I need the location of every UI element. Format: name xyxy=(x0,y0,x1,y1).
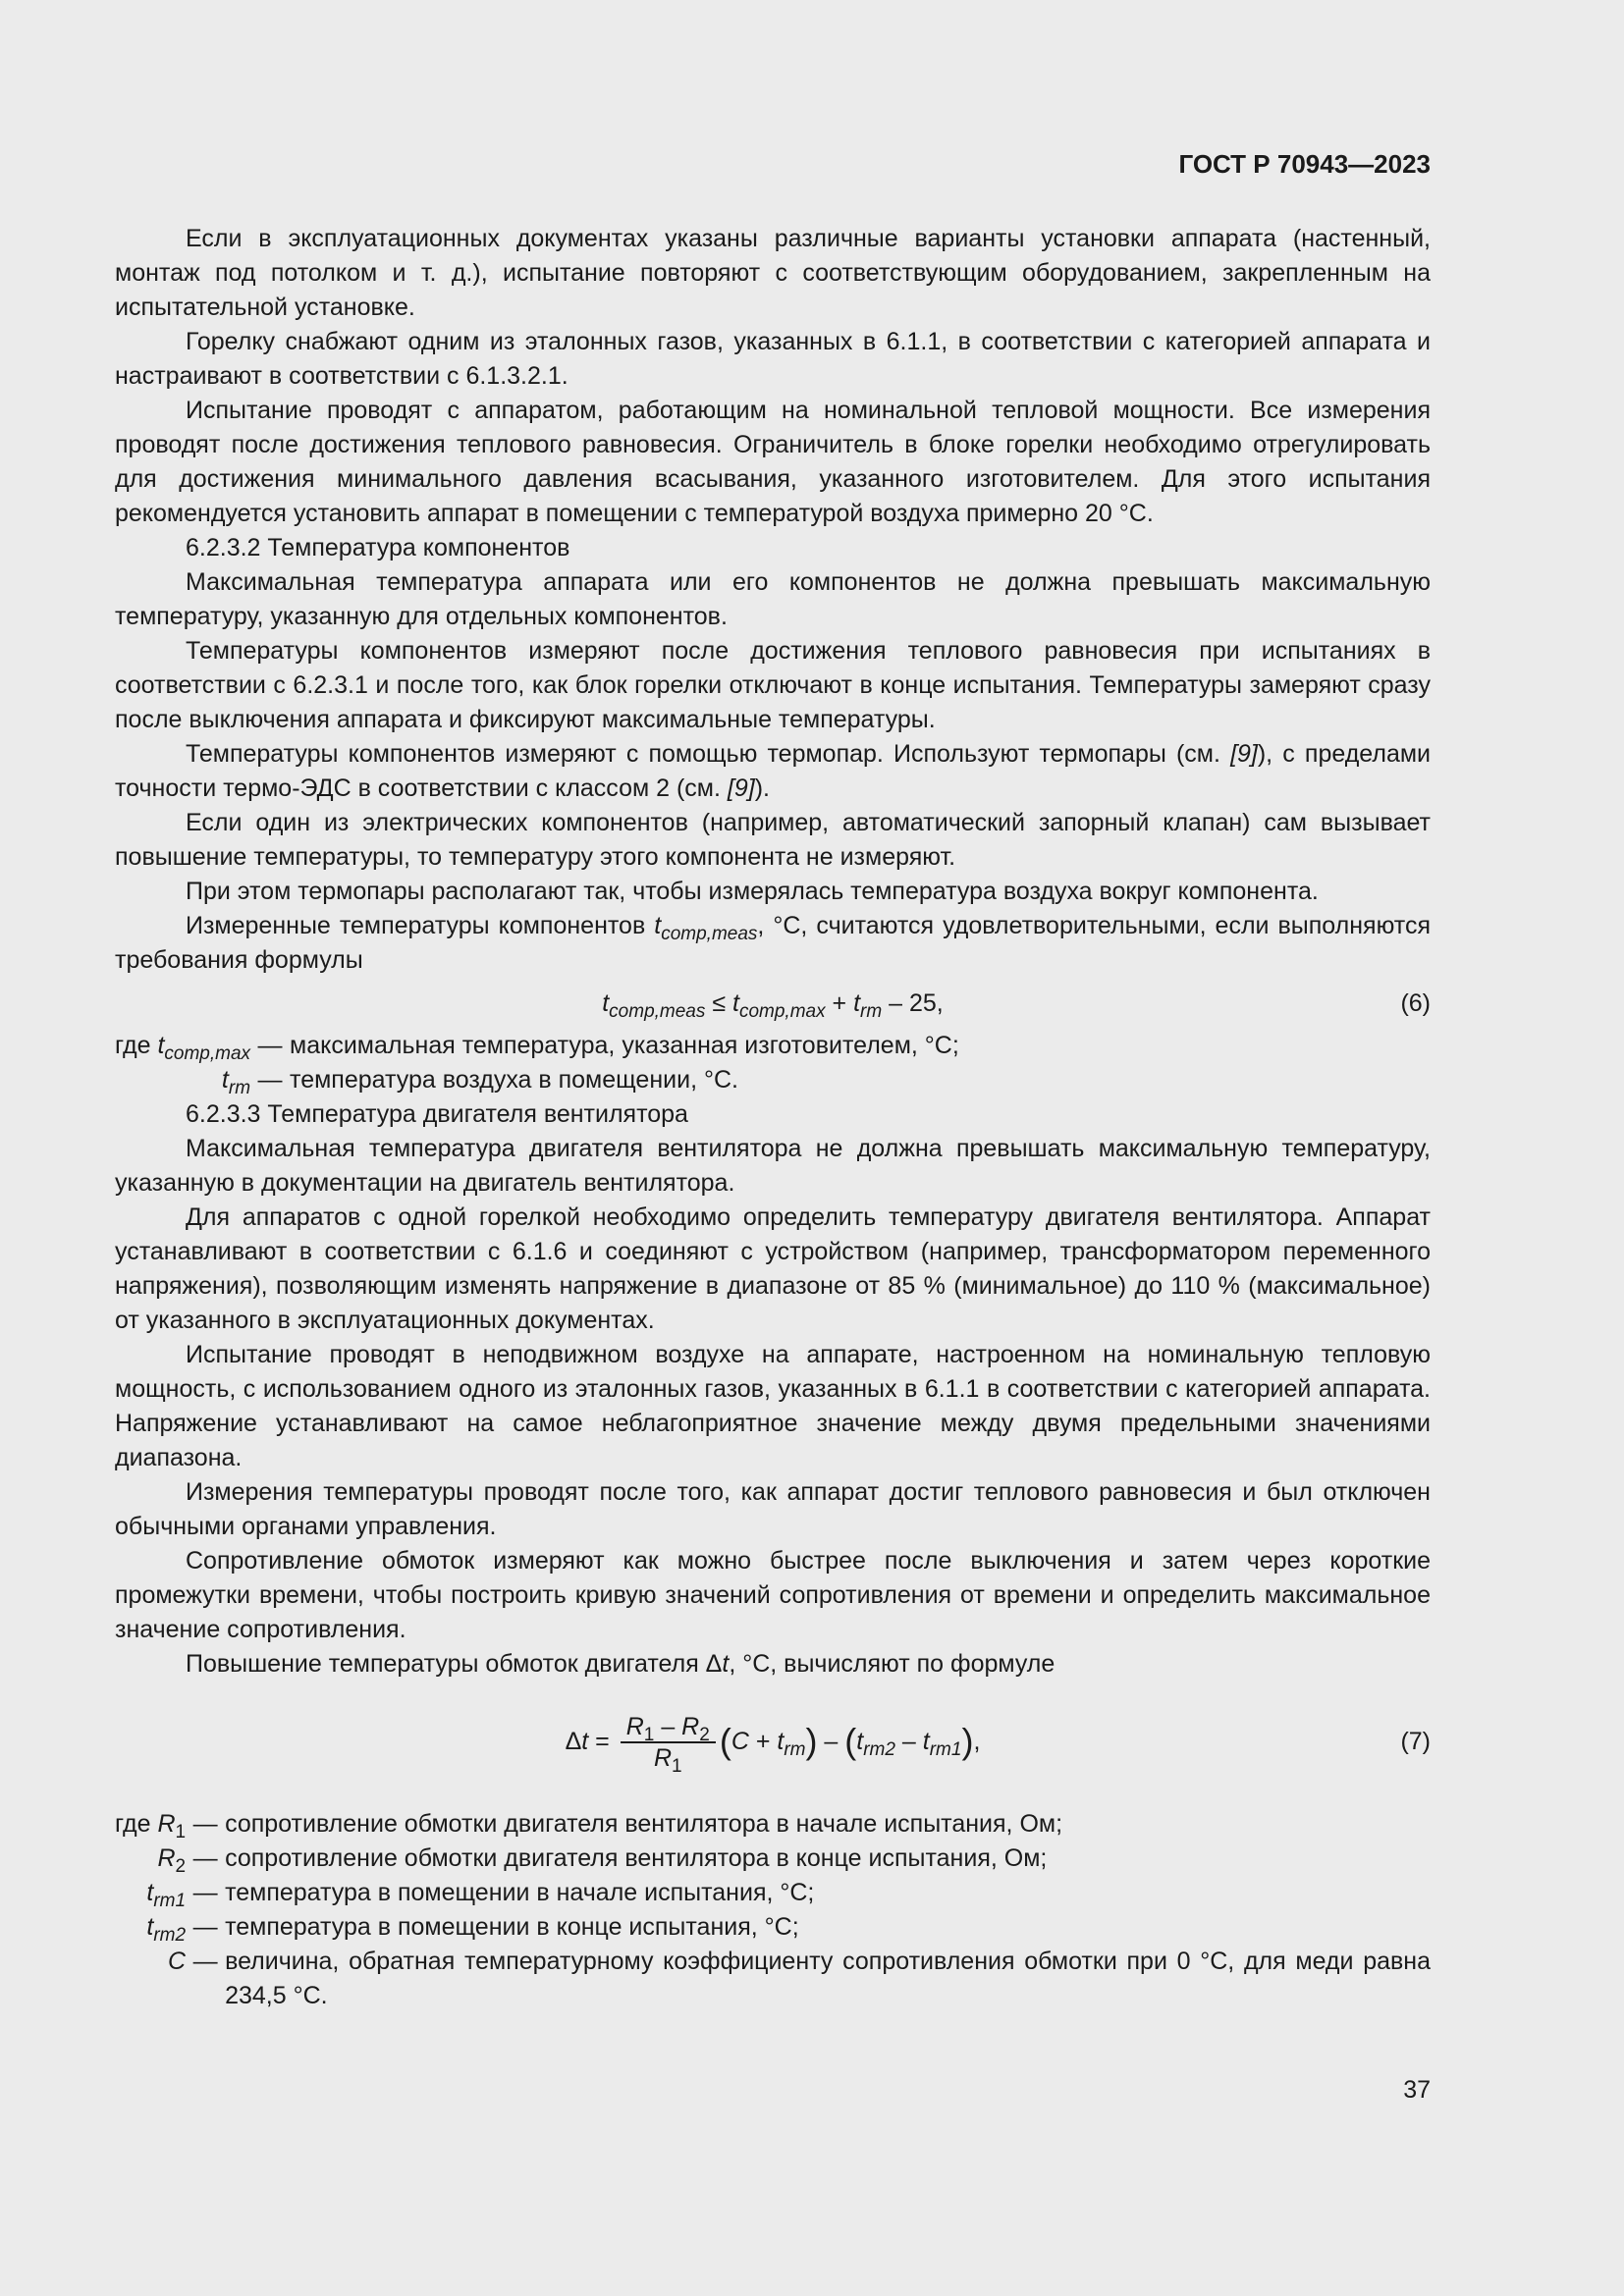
symbol: t xyxy=(654,912,662,939)
legend-description: сопротивление обмотки двигателя вентилятора в начале испытания, Ом; xyxy=(225,1810,1063,1838)
legend-row xyxy=(115,1876,1431,1910)
paren: ( xyxy=(719,1721,731,1761)
legend-dash: — xyxy=(257,1066,283,1094)
operator: – xyxy=(817,1728,845,1755)
operator: – xyxy=(894,1728,923,1755)
legend-description: температура воздуха в помещении, °С. xyxy=(290,1066,738,1094)
paragraph: Испытание проводят в неподвижном воздухе на аппарате, настроенном на номинальную тепловую мощность, с использованием одного из эталонных газов, указанных в 6.1.1 в соответствии с категорией аппарата. Напряжение устанавливают на самое неблагоприятное значение между двумя предельными значениями диапазона. xyxy=(115,1341,1431,1471)
legend-row xyxy=(115,1063,959,1097)
symbol: t xyxy=(777,1728,785,1755)
paren: ) xyxy=(805,1721,818,1761)
document-body xyxy=(115,222,1431,2013)
symbol: t xyxy=(732,989,739,1017)
formula-7 xyxy=(115,1687,1431,1795)
symbol: R xyxy=(653,1744,673,1773)
legend-row xyxy=(115,1807,1431,1842)
legend-symbol xyxy=(115,1842,186,1876)
paragraph xyxy=(115,909,1431,978)
legend-description: сопротивление обмотки двигателя вентилятора в конце испытания, Ом; xyxy=(225,1844,1048,1872)
operator: = xyxy=(588,1728,617,1755)
text-run: , °С, считаются удовлетворительными, если выполняются требования формулы xyxy=(115,912,1431,974)
legend-description: величина, обратная температурному коэффициенту сопротивления обмотки при 0 °С, для меди равна 234,5 °С. xyxy=(225,1948,1431,2009)
section-heading-6-2-3-2: 6.2.3.2 Температура компонентов xyxy=(186,534,570,561)
operator: Δ xyxy=(565,1728,582,1755)
formula-6 xyxy=(115,978,1431,1029)
subscript: rm xyxy=(228,1078,251,1098)
legend-dash: — xyxy=(257,1032,283,1059)
paren: ) xyxy=(961,1721,974,1761)
text-run: ), с пределами точности термо-ЭДС в соответствии с классом 2 (см. xyxy=(115,740,1432,802)
paragraph: Для аппаратов с одной горелкой необходимо определить температуру двигателя вентилятора. Аппарат устанавливают в соответствии с 6.1.6 и соединяют с устройством (например, трансформатором переменного напряжения), позволяющим изменять напряжение в диапазоне от 85 % (минимальное) до 110 % (максимальное) от указанного в эксплуатационных документах. xyxy=(115,1203,1431,1334)
bibliography-ref[interactable]: [9] xyxy=(727,774,755,802)
subscript: comp,meas xyxy=(661,924,758,944)
text-run: , °С, вычисляют по формуле xyxy=(729,1650,1056,1678)
legend-symbol xyxy=(115,1029,250,1063)
symbol: t xyxy=(856,1728,864,1755)
symbol: C xyxy=(168,1948,187,1975)
legend-description: температура в помещении в конце испытания, °С; xyxy=(225,1913,799,1941)
legend-dash: — xyxy=(192,1913,218,1941)
symbol: t xyxy=(922,1728,930,1755)
symbol: t xyxy=(581,1728,589,1755)
legend-row xyxy=(115,1945,1431,2013)
operator: ≤ xyxy=(705,989,732,1017)
paragraph xyxy=(115,1647,1431,1682)
subscript: 2 xyxy=(175,1856,187,1877)
denominator xyxy=(621,1743,716,1778)
where-label: где xyxy=(115,1032,158,1059)
symbol: t xyxy=(853,989,861,1017)
subscript: comp,max xyxy=(164,1043,251,1064)
formula-expression xyxy=(602,989,944,1022)
legend-row xyxy=(115,1910,1431,1945)
operator: – xyxy=(654,1713,682,1741)
legend-dash: — xyxy=(192,1810,218,1838)
paragraph: Измерения температуры проводят после того, как аппарат достиг теплового равновесия и был отключен обычными органами управления. xyxy=(115,1478,1431,1540)
legend-row xyxy=(115,1029,959,1063)
symbol: t xyxy=(602,989,610,1017)
symbol: R xyxy=(157,1844,176,1872)
symbol: R xyxy=(681,1713,700,1741)
page-number: 37 xyxy=(1403,2076,1431,2104)
standard-header: ГОСТ Р 70943—2023 xyxy=(1178,149,1431,179)
symbol: R xyxy=(157,1810,176,1838)
paren: ( xyxy=(844,1721,857,1761)
legend-dash: — xyxy=(192,1948,218,1975)
operator: + xyxy=(748,1728,778,1755)
symbol: t xyxy=(146,1879,154,1906)
subscript: 2 xyxy=(699,1725,710,1746)
legend-description: температура в помещении в начале испытания, °С; xyxy=(225,1879,815,1906)
subscript: rm2 xyxy=(153,1925,187,1946)
numerator xyxy=(621,1712,716,1746)
subscript: rm xyxy=(860,1001,883,1022)
paragraph: Если в эксплуатационных документах указаны различные варианты установки аппарата (настенный, монтаж под потолком и т. д.), испытание повторяют с соответствующим оборудованием, закрепленным на испытательной установке. xyxy=(115,225,1431,321)
legend-dash: — xyxy=(192,1844,218,1872)
formula-expression xyxy=(565,1713,981,1778)
text-run: Температуры компонентов измеряют с помощью термопар. Используют термопары (см. xyxy=(186,740,1231,768)
paragraph: Если один из электрических компонентов (например, автоматический запорный клапан) сам вызывает повышение температуры, то температуру этого компонента не измеряют. xyxy=(115,809,1431,871)
formula-7-legend xyxy=(115,1807,1431,2013)
symbol: C xyxy=(731,1728,749,1755)
legend-symbol xyxy=(115,1910,186,1945)
subscript: 1 xyxy=(175,1822,187,1842)
symbol: R xyxy=(625,1713,644,1741)
operator: + xyxy=(825,989,854,1017)
paragraph: Сопротивление обмоток измеряют как можно быстрее после выключения и затем через короткие промежутки времени, чтобы построить кривую значений сопротивления от времени и определить максимальное значение сопротивления. xyxy=(115,1547,1431,1643)
legend-description: максимальная температура, указанная изготовителем, °С; xyxy=(290,1032,959,1059)
symbol: t xyxy=(722,1650,730,1678)
subscript: rm xyxy=(784,1739,806,1760)
legend-row xyxy=(115,1842,1431,1876)
subscript: rm1 xyxy=(929,1739,962,1760)
section-heading-6-2-3-3: 6.2.3.3 Температура двигателя вентилятора xyxy=(186,1100,688,1128)
symbol: t xyxy=(146,1913,154,1941)
subscript: comp,max xyxy=(738,1001,826,1022)
formula-6-legend xyxy=(115,1029,959,1097)
legend-symbol xyxy=(115,1945,186,2013)
paragraph: При этом термопары располагают так, чтобы измерялась температура воздуха вокруг компонента. xyxy=(186,878,1319,905)
paragraph: Максимальная температура аппарата или его компонентов не должна превышать максимальную температуру, указанную для отдельных компонентов. xyxy=(115,568,1431,630)
where-label: где xyxy=(115,1810,158,1838)
legend-symbol xyxy=(115,1063,250,1097)
paragraph: Горелку снабжают одним из эталонных газов, указанных в 6.1.1, в соответствии с категорией аппарата и настраивают в соответствии с 6.1.3.2.1. xyxy=(115,328,1431,390)
text-run: Повышение температуры обмоток двигателя Δ xyxy=(186,1650,723,1678)
legend-symbol xyxy=(115,1807,186,1842)
symbol: t xyxy=(221,1066,229,1094)
subscript: rm1 xyxy=(153,1891,187,1911)
paragraph: Максимальная температура двигателя вентилятора не должна превышать максимальную температуру, указанную в документации на двигатель вентилятора. xyxy=(115,1135,1431,1197)
subscript: rm2 xyxy=(863,1739,895,1760)
text-run: Измеренные температуры компонентов xyxy=(186,912,655,939)
fraction xyxy=(621,1712,716,1778)
operator: – 25, xyxy=(882,989,944,1017)
subscript: 1 xyxy=(672,1756,682,1778)
text-run: ). xyxy=(754,774,770,802)
operator: , xyxy=(973,1728,981,1755)
formula-number: (6) xyxy=(1400,989,1431,1017)
paragraph: Температуры компонентов измеряют после достижения теплового равновесия при испытаниях в соответствии с 6.2.3.1 и после того, как блок горелки отключают в конце испытания. Температуры замеряют сразу после выключения аппарата и фиксируют максимальные температуры. xyxy=(115,637,1431,733)
symbol: t xyxy=(157,1032,165,1059)
subscript: 1 xyxy=(643,1725,655,1746)
bibliography-ref[interactable]: [9] xyxy=(1230,740,1258,768)
paragraph xyxy=(115,737,1431,806)
paragraph: Испытание проводят с аппаратом, работающим на номинальной тепловой мощности. Все измерения проводят после достижения теплового равновесия. Ограничитель в блоке горелки необходимо отрегулировать для достижения минимального давления всасывания, указанного изготовителем. Для этого испытания рекомендуется установить аппарат в помещении с температурой воздуха примерно 20 °С. xyxy=(115,397,1431,527)
legend-dash: — xyxy=(192,1879,218,1906)
formula-number: (7) xyxy=(1400,1728,1431,1755)
subscript: comp,meas xyxy=(609,1001,706,1022)
legend-symbol xyxy=(115,1876,186,1910)
